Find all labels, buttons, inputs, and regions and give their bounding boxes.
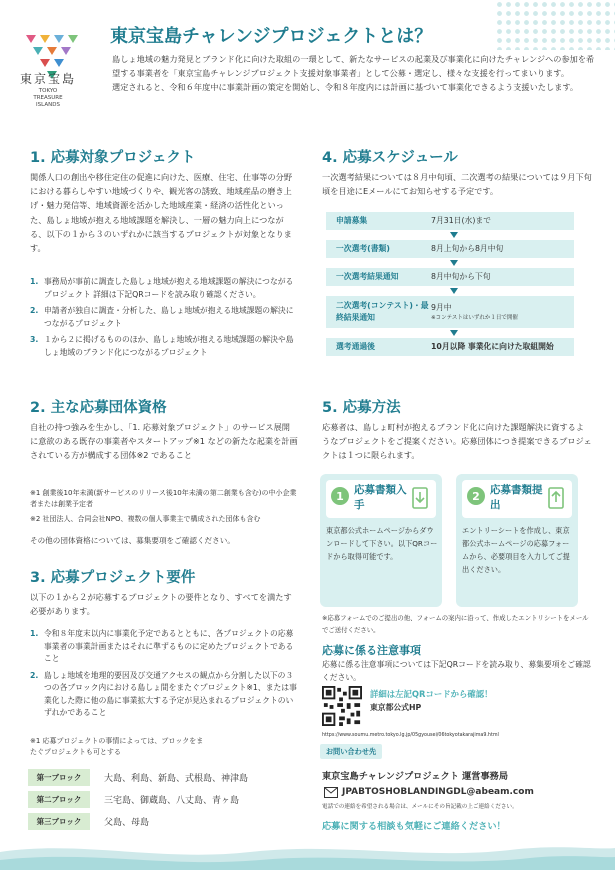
arrow-down-icon: [450, 232, 458, 238]
block-row: 第一ブロック 大島、利島、新島、式根島、神津島: [28, 769, 248, 786]
arrow-down-icon: [450, 330, 458, 336]
sec5-body: 応募者は、島しょ町村が抱えるブランド化に向けた課題解決に資するようなプロジェクトをご提案ください。応募団体につき提案できるプロジェクトは１つに限られます。: [322, 422, 592, 461]
schedule-row: 一次選考結果通知 8月中旬から下旬: [326, 268, 574, 286]
list-item: 1. 令和８年度末以内に事業化予定であるとともに、各プロジェクトの応募事業者の事業計画またはそれに準ずるものに定めたプロジェクトであること: [30, 629, 294, 663]
page-title: 東京宝島チャレンジプロジェクトとは？: [110, 26, 433, 47]
sec3-list: [30, 628, 298, 724]
arrow-down-icon: [450, 288, 458, 294]
sec1-title: 1. 応募対象プロジェクト: [30, 150, 196, 166]
list-item: 3. １から２に掲げるもののほか、島しょ地域が抱える地域課題の解決や島しょ地域のブランド化につながるプロジェクト: [30, 335, 294, 357]
qr-code-icon[interactable]: [322, 686, 362, 726]
dot-pattern: [495, 0, 615, 50]
sec4-body: 一次選考結果については８月中旬頃、二次選考の結果については９月下旬頃を目途にEメールにてお知らせする予定です。: [322, 172, 592, 197]
list-item: 2. 申請者が独自に調査・分析した、島しょ地域が抱える地域課題の解決につながるプロジェクト: [30, 306, 294, 328]
schedule-row: 一次選考(書類) 8月上旬から8月中旬: [326, 240, 574, 258]
contact-tag: お問い合わせ先: [320, 744, 382, 759]
arrow-down-icon: [450, 260, 458, 266]
sec2-footer: その他の団体資格については、募集要項をご確認ください。: [30, 536, 235, 545]
sec4-title: 4. 応募スケジュール: [322, 150, 458, 166]
contact-note: 電話での連絡を希望される場合は、メールにその旨記載の上ご連絡ください。: [322, 804, 518, 810]
contact-org: 東京宝島チャレンジプロジェクト 運営事務局: [322, 771, 509, 782]
sec3-title: 3. 応募プロジェクト要件: [30, 570, 196, 586]
sec1-body: 関係人口の創出や移住定住の促進に向けた、医療、住宅、仕事等の分野における暮らしやすい地域づくりや、観光客の誘致、地域産品の磨き上げ・魅力発信等、地域資源を活かした地域産業・経済の活性化といった、島しょ地域が抱える地域課題を解決し、一層の魅力向上につながる、以下の１から３のいずれかに該当するプロジェクトが対象となります。: [30, 172, 293, 254]
schedule-row: 選考通過後 10月以降 事業化に向けた取組開始: [326, 338, 574, 356]
schedule-row: 申請募集 7月31日(水)まで: [326, 212, 574, 230]
sec5-title: 5. 応募方法: [322, 400, 401, 416]
sec2-note2: ※2 社団法人、合同会社NPO、複数の個人事業主で構成された団体も含む: [30, 515, 261, 523]
block-row: 第三ブロック 父島、母島: [28, 813, 248, 830]
sec2-body: 自社の持つ強みを生かし、「1. 応募対象プロジェクト」のサービス展開に意欲のある既存の事業者やスタートアップ※1 などの新たな起業を計画されている方が構成する団体※2 であること: [30, 422, 298, 461]
caution-body: 応募に係る注意事項については下記QRコードを読み取り、募集要項をご確認ください。: [322, 660, 591, 682]
sec3-body: 以下の１から２が応募するプロジェクトの要件となり、すべてを満たす必要があります。: [30, 592, 292, 617]
block-row: 第二ブロック 三宅島、御蔵島、八丈島、青ヶ島: [28, 791, 248, 808]
sec5-note: ※応募フォームでのご提出の他、フォームの案内に沿って、作成したエントリシートをメールでご送付ください。: [322, 614, 589, 634]
contact-email-link[interactable]: JPABTOSHOBLANDINGDL@abeam.com: [342, 787, 534, 797]
list-item: 1. 事務局が事前に調査した島しょ地域が抱える地域課題の解決につながるプロジェクト 詳細は下記QRコードを読み取り確認ください。: [30, 277, 294, 299]
schedule-row: 二次選考(コンテスト)・最終結果通知 9月中 ※コンテストはいずれか１日で開催: [326, 296, 574, 328]
logo-en: TOKYO TREASURE ISLANDS: [33, 88, 63, 108]
apply-step-2: 2 応募書類提出 エントリーシートを作成し、東京都公式ホームページの応募フォームから、必要項目を入力してご提出ください。: [456, 474, 578, 607]
sec3-note: ※1 応募プロジェクトの事情によっては、ブロックをまたぐプロジェクトも可とする: [30, 737, 204, 756]
apply-step-1: 1 応募書類入手 東京都公式ホームページからダウンロードして下さい。以下QRコードから取得可能です。: [320, 474, 442, 607]
logo-jp: 東京宝島: [20, 72, 77, 86]
contact-cta: 応募に関する相談も気軽にご連絡ください！: [322, 821, 506, 832]
caution-title: 応募に係る注意事項: [322, 644, 421, 657]
schedule: [326, 212, 574, 356]
qr-caption: 詳細は左記QRコードから確認！: [370, 689, 493, 699]
sec1-list: [30, 276, 298, 363]
sec2-note1: ※1 創業後10年未満(新サービスのリリース後10年未満の第二創業も含む)の中小企業者または創業予定者: [30, 489, 297, 508]
block-list: [28, 769, 248, 835]
sec2-title: 2. 主な応募団体資格: [30, 400, 167, 416]
intro-text: 島しょ地域の魅力発見とブランド化に向けた取組の一環として、新たなサービスの起業及び事業化に向けたチャレンジへの参加を希望する事業者を「東京宝島チャレンジプロジェクト支援対象事業者」として公募・選定し、様々な支援を行ってまいります。 選定されると、令和６年度中に事業計画の策定を開始し、令和８年度内には計画に基づいて事業化できるよう支援いたします。: [112, 54, 595, 93]
list-item: 2. 島しょ地域を地理的要因及び交通アクセスの観点から分割した以下の３つの各ブロック内における島しょ間をまたぐプロジェクト※1、または事業化した際に他の島に事業拡大する予定が見込まれるプロジェクトのいずれかであること: [30, 670, 297, 717]
mail-icon: [324, 787, 338, 798]
wave-decoration: [0, 838, 615, 870]
qr-subcaption: 東京都公式HP: [370, 703, 422, 712]
hp-url-link[interactable]: https://www.soumu.metro.tokyo.lg.jp/05gyousei/06tokyotakarajima9.html: [322, 733, 499, 738]
upload-icon: [546, 485, 566, 513]
download-icon: [410, 485, 430, 513]
